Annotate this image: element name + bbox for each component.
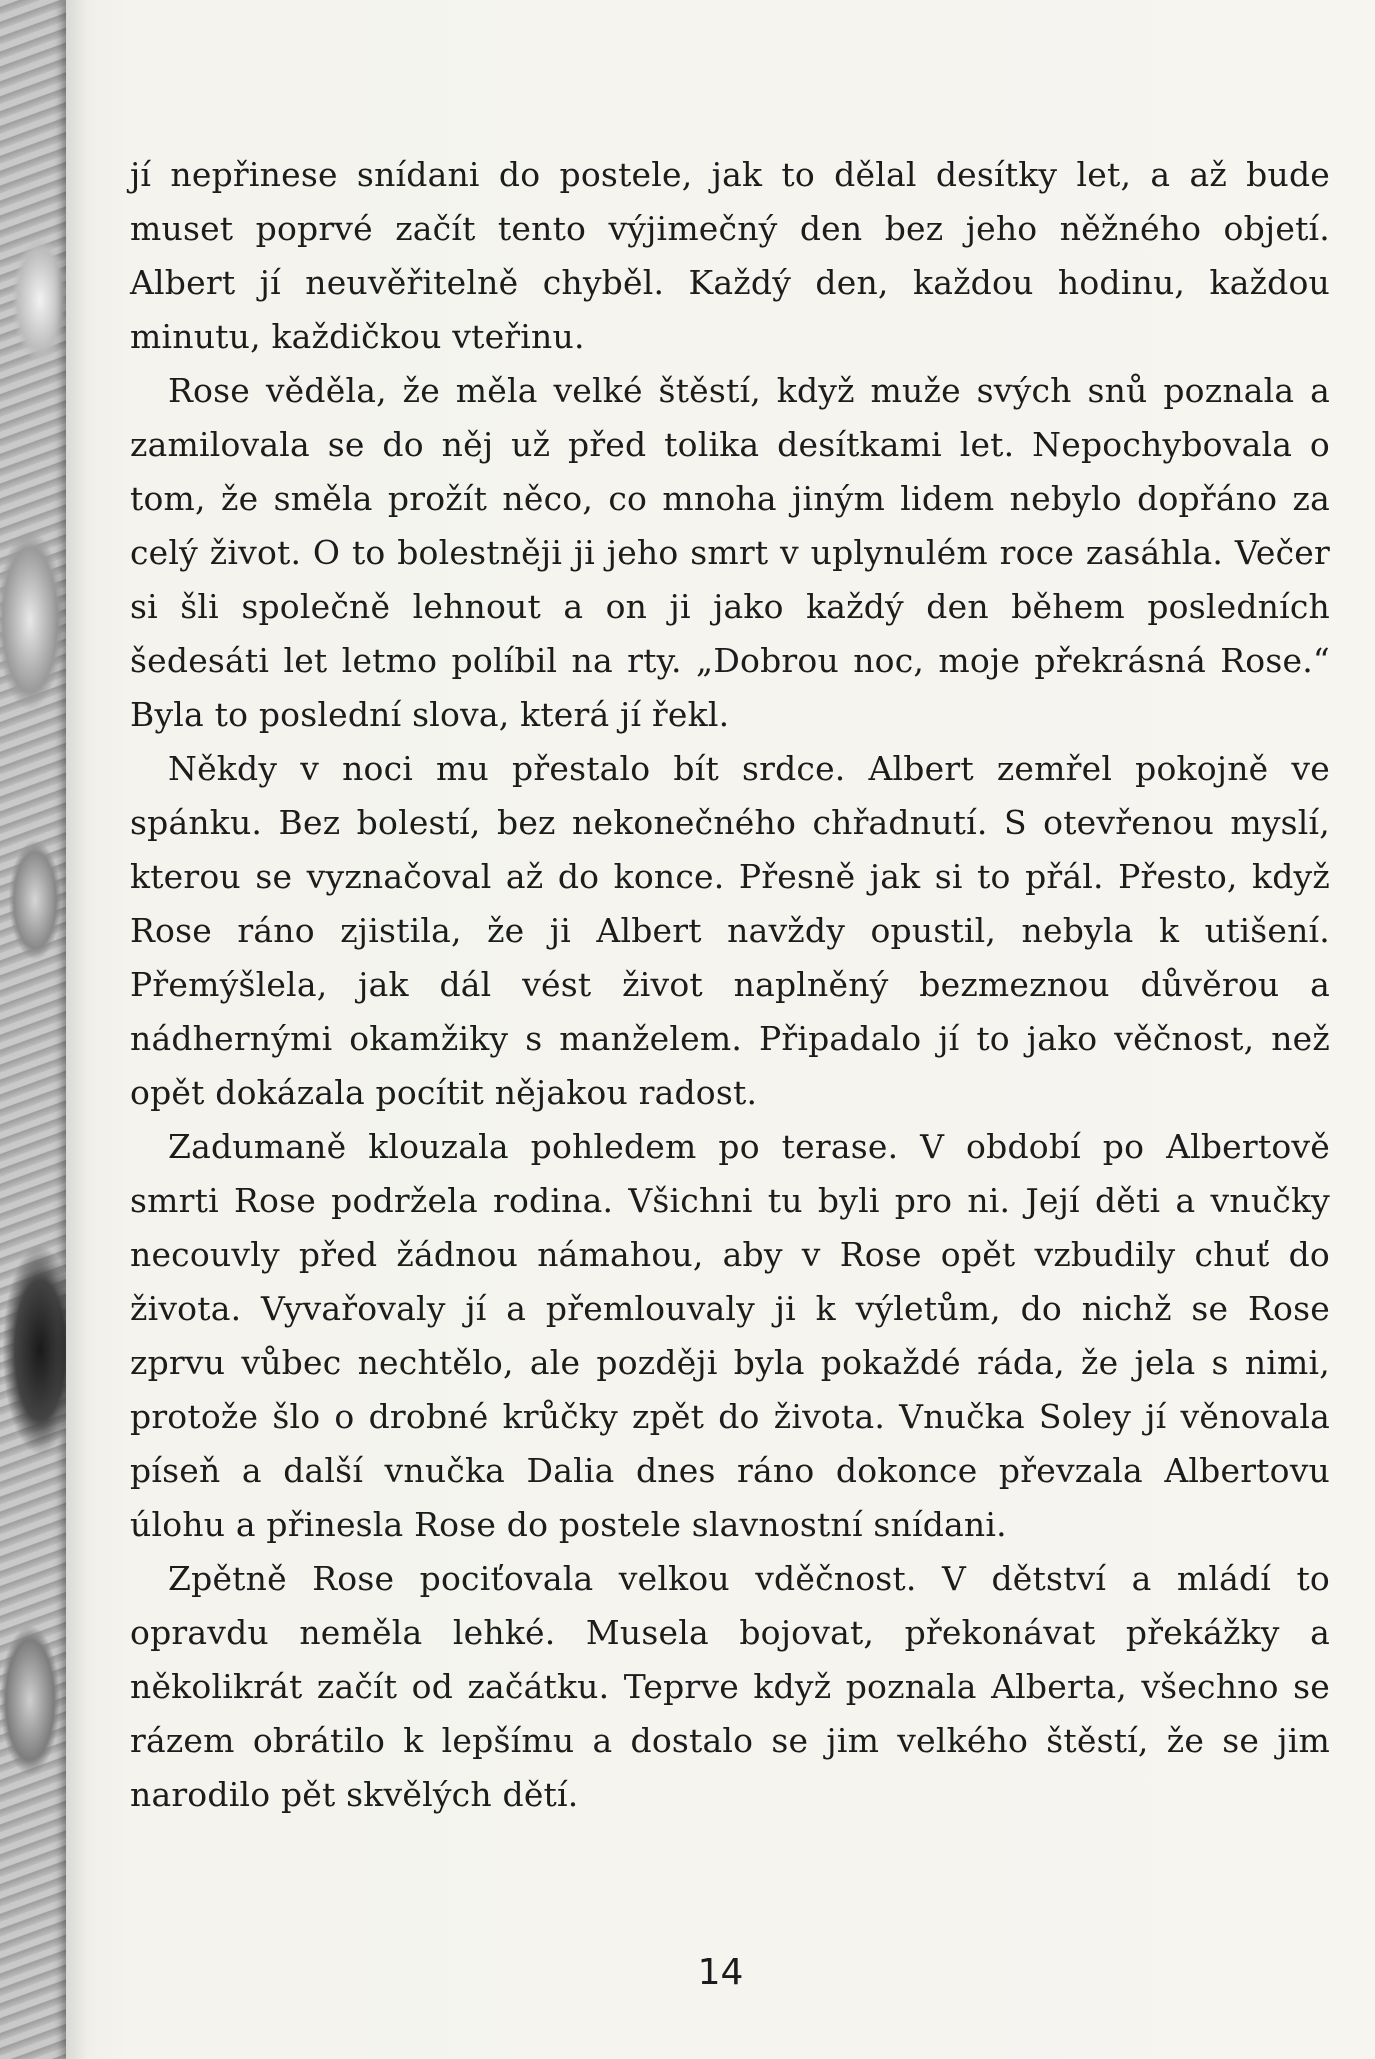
paragraph-1: jí nepřinese snídani do postele, jak to dělal desítky let, a až bude muset poprvé začít tento výjimečný den bez jeho něžného objetí. Albert jí neuvěřitelně chyběl. Každý den, každou hodinu, každou minutu, každičkou vteřinu.	[130, 155, 1330, 356]
paragraph-3: Někdy v noci mu přestalo bít srdce. Albert zemřel pokojně ve spánku. Bez bolestí, bez nekonečného chřadnutí. S otevřenou myslí, kterou se vyznačoval až do konce. Přesně jak si to přál. Přesto, když Rose ráno zjistila, že ji Albert navždy opustil, nebyla k utišení. Přemýšlela, jak dál vést život naplněný bezmeznou důvěrou a nádhernými okamžiky s manželem. Připadalo jí to jako věčnost, než opět dokázala pocítit nějakou radost.	[130, 749, 1330, 1112]
page-number: 14	[697, 1952, 744, 1993]
paragraph-2: Rose věděla, že měla velké štěstí, když muže svých snů poznala a zamilovala se do něj už před tolika desítkami let. Nepochybovala o tom, že směla prožít něco, co mnoha jiným lidem nebylo dopřáno za celý život. O to bolestněji ji jeho smrt v uplynulém roce zasáhla. Večer si šli společně lehnout a on ji jako každý den během posledních šedesáti let letmo políbil na rty. „Dobrou noc, moje překrásná Rose.“ Byla to poslední slova, která jí řekl.	[130, 371, 1330, 734]
paragraph-5: Zpětně Rose pociťovala velkou vděčnost. V dětství a mládí to opravdu neměla lehké. Musela bojovat, překonávat překážky a několikrát začít od začátku. Teprve když poznala Alberta, všechno se rázem obrátilo k lepšímu a dostalo se jim velkého štěstí, že se jim narodilo pět skvělých dětí.	[130, 1559, 1330, 1814]
paragraph-4: Zadumaně klouzala pohledem po terase. V období po Albertově smrti Rose podržela rodina. Všichni tu byli pro ni. Její děti a vnučky necouvly před žádnou námahou, aby v Rose opět vzbudily chuť do života. Vyvařovaly jí a přemlouvaly ji k výletům, do nichž se Rose zprvu vůbec nechtělo, ale později byla pokaždé ráda, že jela s nimi, protože šlo o drobné krůčky zpět do života. Vnučka Soley jí věnovala píseň a další vnučka Dalia dnes ráno dokonce převzala Albertovu úlohu a přinesla Rose do postele slavnostní snídani.	[130, 1127, 1330, 1544]
book-page	[66, 0, 1375, 2059]
body-text	[130, 148, 1330, 1822]
